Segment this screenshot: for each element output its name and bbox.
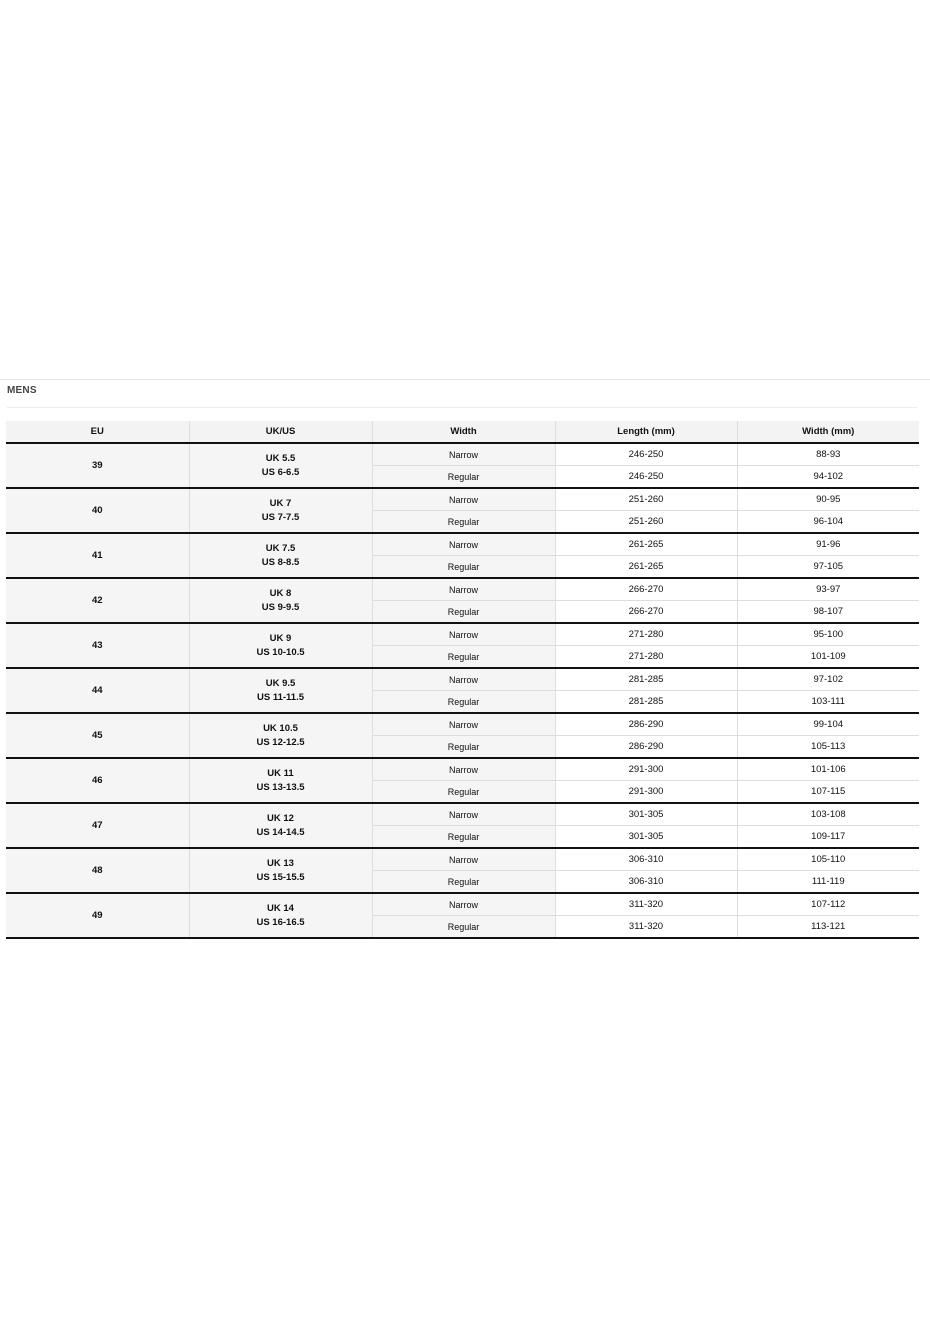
length-mm-cell: 246-250 [555, 443, 737, 466]
uk-us-size-cell [189, 668, 372, 713]
eu-size-cell: 39 [6, 443, 189, 488]
width-mm-cell: 111-119 [737, 871, 919, 894]
width-mm-cell: 105-110 [737, 848, 919, 871]
width-type-cell: Narrow [372, 713, 555, 736]
length-mm-cell: 306-310 [555, 871, 737, 894]
width-mm-cell: 101-109 [737, 646, 919, 669]
eu-size-cell: 44 [6, 668, 189, 713]
table-row [6, 758, 919, 781]
us-size-label: US 8-8.5 [261, 556, 300, 568]
table-row [6, 488, 919, 511]
width-mm-cell: 105-113 [737, 736, 919, 759]
length-mm-cell: 311-320 [555, 916, 737, 939]
uk-size-label: UK 10.5 [263, 722, 298, 734]
width-type-cell: Regular [372, 736, 555, 759]
uk-us-size-cell [189, 443, 372, 488]
width-type-cell: Regular [372, 646, 555, 669]
width-type-cell: Regular [372, 916, 555, 939]
uk-size-label: UK 13 [267, 857, 294, 869]
uk-size-label: UK 7 [269, 497, 292, 509]
table-row [6, 803, 919, 826]
uk-us-size-cell [189, 803, 372, 848]
width-mm-cell: 88-93 [737, 443, 919, 466]
table-row [6, 893, 919, 916]
header-width: Width [372, 421, 555, 443]
width-mm-cell: 107-112 [737, 893, 919, 916]
uk-size-label: UK 5.5 [265, 452, 296, 464]
eu-size-cell: 46 [6, 758, 189, 803]
width-type-cell: Narrow [372, 488, 555, 511]
width-type-cell: Regular [372, 691, 555, 714]
us-size-label: US 6-6.5 [261, 466, 300, 478]
length-mm-cell: 271-280 [555, 623, 737, 646]
uk-us-size-cell [189, 623, 372, 668]
header-uk-us: UK/US [189, 421, 372, 443]
width-type-cell: Regular [372, 466, 555, 489]
length-mm-cell: 266-270 [555, 578, 737, 601]
width-mm-cell: 93-97 [737, 578, 919, 601]
width-mm-cell: 98-107 [737, 601, 919, 624]
width-mm-cell: 101-106 [737, 758, 919, 781]
width-type-cell: Regular [372, 601, 555, 624]
length-mm-cell: 251-260 [555, 488, 737, 511]
width-mm-cell: 103-111 [737, 691, 919, 714]
length-mm-cell: 291-300 [555, 758, 737, 781]
title-divider [7, 407, 917, 408]
width-mm-cell: 113-121 [737, 916, 919, 939]
table-row [6, 443, 919, 466]
length-mm-cell: 261-265 [555, 556, 737, 579]
uk-size-label: UK 9.5 [265, 677, 296, 689]
us-size-label: US 11-11.5 [256, 691, 304, 703]
section-title: MENS [7, 385, 37, 396]
width-type-cell: Narrow [372, 668, 555, 691]
width-mm-cell: 95-100 [737, 623, 919, 646]
width-mm-cell: 97-105 [737, 556, 919, 579]
size-table-body [6, 443, 919, 938]
width-type-cell: Regular [372, 781, 555, 804]
uk-size-label: UK 8 [269, 587, 292, 599]
width-type-cell: Narrow [372, 533, 555, 556]
eu-size-cell: 45 [6, 713, 189, 758]
eu-size-cell: 49 [6, 893, 189, 938]
header-width-mm: Width (mm) [737, 421, 919, 443]
uk-size-label: UK 7.5 [265, 542, 296, 554]
width-type-cell: Narrow [372, 578, 555, 601]
header-eu: EU [6, 421, 189, 443]
uk-size-label: UK 12 [267, 812, 294, 824]
length-mm-cell: 286-290 [555, 736, 737, 759]
length-mm-cell: 266-270 [555, 601, 737, 624]
length-mm-cell: 281-285 [555, 691, 737, 714]
us-size-label: US 13-13.5 [256, 781, 305, 793]
eu-size-cell: 40 [6, 488, 189, 533]
us-size-label: US 7-7.5 [261, 511, 300, 523]
length-mm-cell: 306-310 [555, 848, 737, 871]
uk-size-label: UK 14 [267, 902, 294, 914]
width-type-cell: Regular [372, 826, 555, 849]
header-length-mm: Length (mm) [555, 421, 737, 443]
length-mm-cell: 271-280 [555, 646, 737, 669]
length-mm-cell: 261-265 [555, 533, 737, 556]
width-type-cell: Narrow [372, 443, 555, 466]
length-mm-cell: 281-285 [555, 668, 737, 691]
width-mm-cell: 97-102 [737, 668, 919, 691]
us-size-label: US 16-16.5 [256, 916, 305, 928]
eu-size-cell: 47 [6, 803, 189, 848]
length-mm-cell: 291-300 [555, 781, 737, 804]
length-mm-cell: 286-290 [555, 713, 737, 736]
uk-us-size-cell [189, 488, 372, 533]
uk-us-size-cell [189, 758, 372, 803]
width-type-cell: Regular [372, 556, 555, 579]
width-type-cell: Regular [372, 511, 555, 534]
header-row [6, 421, 919, 443]
width-type-cell: Narrow [372, 803, 555, 826]
uk-us-size-cell [189, 533, 372, 578]
table-row [6, 578, 919, 601]
table-row [6, 533, 919, 556]
width-type-cell: Narrow [372, 623, 555, 646]
width-mm-cell: 109-117 [737, 826, 919, 849]
width-mm-cell: 94-102 [737, 466, 919, 489]
table-row [6, 668, 919, 691]
table-row [6, 713, 919, 736]
eu-size-cell: 48 [6, 848, 189, 893]
us-size-label: US 15-15.5 [256, 871, 305, 883]
width-mm-cell: 103-108 [737, 803, 919, 826]
uk-us-size-cell [189, 893, 372, 938]
width-mm-cell: 107-115 [737, 781, 919, 804]
table-row [6, 623, 919, 646]
us-size-label: US 9-9.5 [261, 601, 300, 613]
uk-size-label: UK 9 [269, 632, 292, 644]
width-type-cell: Narrow [372, 758, 555, 781]
length-mm-cell: 301-305 [555, 803, 737, 826]
width-mm-cell: 96-104 [737, 511, 919, 534]
length-mm-cell: 246-250 [555, 466, 737, 489]
width-mm-cell: 99-104 [737, 713, 919, 736]
width-type-cell: Narrow [372, 848, 555, 871]
width-type-cell: Narrow [372, 893, 555, 916]
table-row [6, 848, 919, 871]
length-mm-cell: 301-305 [555, 826, 737, 849]
us-size-label: US 10-10.5 [256, 646, 305, 658]
uk-us-size-cell [189, 713, 372, 758]
uk-us-size-cell [189, 578, 372, 623]
width-mm-cell: 90-95 [737, 488, 919, 511]
eu-size-cell: 41 [6, 533, 189, 578]
uk-us-size-cell [189, 848, 372, 893]
uk-size-label: UK 11 [267, 767, 294, 779]
top-divider [0, 379, 930, 380]
eu-size-cell: 43 [6, 623, 189, 668]
us-size-label: US 12-12.5 [256, 736, 305, 748]
length-mm-cell: 251-260 [555, 511, 737, 534]
size-chart-table [6, 421, 919, 939]
eu-size-cell: 42 [6, 578, 189, 623]
width-mm-cell: 91-96 [737, 533, 919, 556]
width-type-cell: Regular [372, 871, 555, 894]
length-mm-cell: 311-320 [555, 893, 737, 916]
us-size-label: US 14-14.5 [256, 826, 305, 838]
